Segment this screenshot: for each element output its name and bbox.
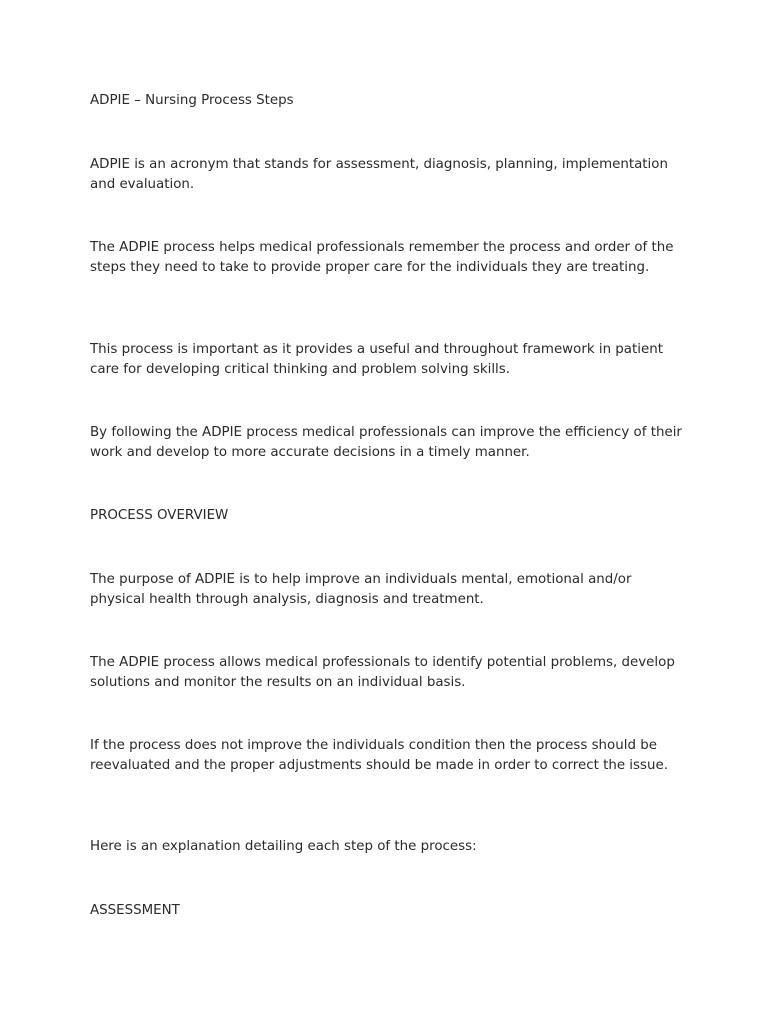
paragraph-explanation-intro: Here is an explanation detailing each step of the process: xyxy=(90,839,477,854)
section-heading-assessment: ASSESSMENT xyxy=(90,903,180,918)
paragraph-process-helps: The ADPIE process helps medical professionals remember the process and order of the steps they need to take to provide proper care for the individuals they are treating. xyxy=(90,240,674,275)
paragraph-importance: This process is important as it provides a useful and throughout framework in patient care for developing critical thinking and problem solving skills. xyxy=(90,342,663,377)
paragraph-identify-problems: The ADPIE process allows medical professionals to identify potential problems, develop solutions and monitor the results on an individual basis. xyxy=(90,655,675,690)
section-heading-overview: PROCESS OVERVIEW xyxy=(90,508,229,523)
document-title: ADPIE – Nursing Process Steps xyxy=(90,93,294,108)
paragraph-purpose: The purpose of ADPIE is to help improve an individuals mental, emotional and/or physical health through analysis, diagnosis and treatment. xyxy=(90,572,632,607)
paragraph-reevaluate: If the process does not improve the individuals condition then the process should be reevaluated and the proper adjustments should be made in order to correct the issue. xyxy=(90,738,668,773)
paragraph-efficiency: By following the ADPIE process medical professionals can improve the efficiency of their work and develop to more accurate decisions in a timely manner. xyxy=(90,425,682,460)
paragraph-acronym: ADPIE is an acronym that stands for assessment, diagnosis, planning, implementation and evaluation. xyxy=(90,157,668,192)
